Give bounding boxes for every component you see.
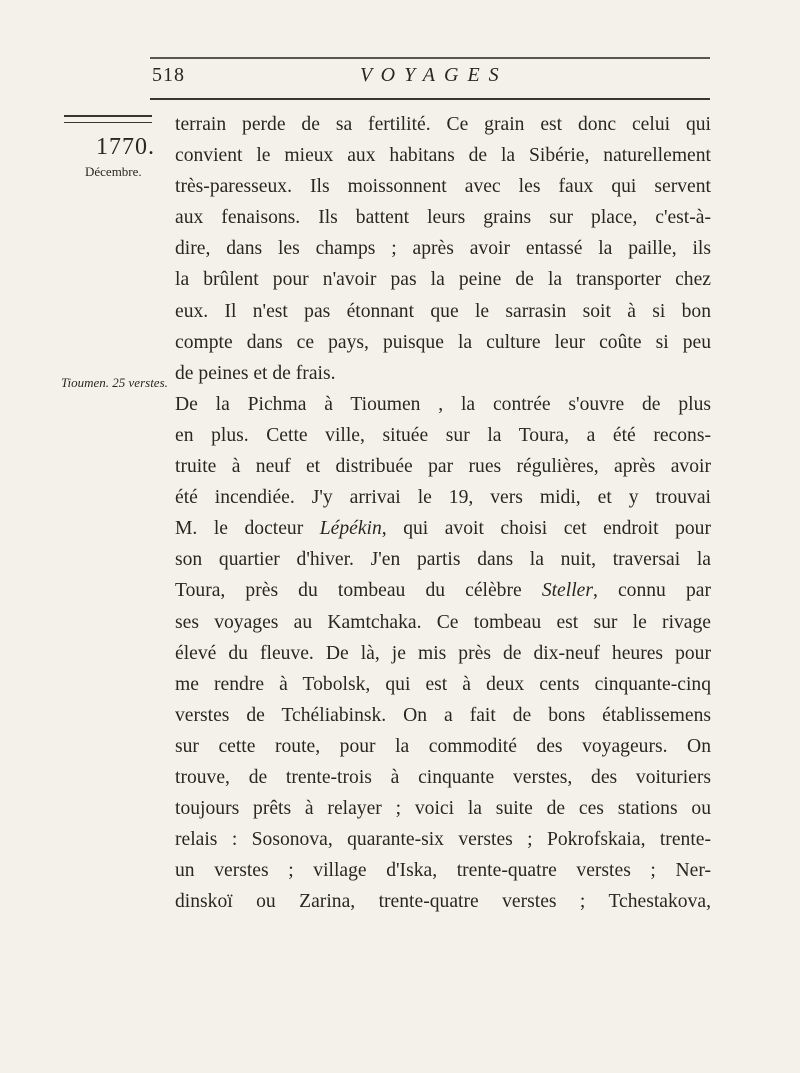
text-line: en plus. Cette ville, située sur la Toura, a été recons- [175, 424, 711, 446]
text-line: un verstes ; village d'Iska, trente-quatre verstes ; Ner- [175, 860, 711, 882]
text-line: toujours prêts à relayer ; voici la suite de ces stations ou [175, 798, 711, 820]
text-line: ses voyages au Kamtchaka. Ce tombeau est sur le rivage [175, 611, 711, 633]
text-line: dinskoï ou Zarina, trente-quatre verstes ; Tchestakova, [175, 891, 711, 913]
header-top-rule [150, 57, 710, 59]
margin-rule [64, 115, 152, 123]
text-segment: Toura, près du tombeau du célèbre [175, 580, 542, 602]
header-rule [150, 98, 710, 100]
text-segment: M. le docteur [175, 518, 320, 540]
text-line: très-paresseux. Ils moissonnent avec les faux qui servent [175, 176, 711, 198]
text-line: eux. Il n'est pas étonnant que le sarrasin soit à si bon [175, 300, 711, 322]
text-line: élevé du fleuve. De là, je mis près de dix-neuf heures pour [175, 642, 711, 664]
page-header [150, 62, 710, 102]
text-line-steller [175, 575, 711, 606]
text-line: sur cette route, pour la commodité des voyageurs. On [175, 735, 711, 757]
text-line: la brûlent pour n'avoir pas la peine de la transporter chez [175, 269, 711, 291]
text-line: son quartier d'hiver. J'en partis dans la nuit, traversai la [175, 549, 711, 571]
text-line: aux fenaisons. Ils battent leurs grains sur place, c'est-à- [175, 207, 711, 229]
text-segment: , connu par [592, 580, 711, 602]
text-line: me rendre à Tobolsk, qui est à deux cents cinquante-cinq [175, 673, 711, 695]
text-line: truite à neuf et distribuée par rues régulières, après avoir [175, 456, 711, 478]
text-line: été incendiée. J'y arrivai le 19, vers midi, et y trouvai [175, 487, 711, 509]
margin-month: Décembre. [85, 164, 142, 179]
text-line: convient le mieux aux habitans de la Sibérie, naturellement [175, 145, 711, 167]
person-name-lepekin: Lépékin [319, 518, 382, 540]
text-line: De la Pichma à Tioumen , la contrée s'ouvre de plus [175, 393, 711, 415]
running-title: VOYAGES [360, 64, 508, 86]
text-line-lepekin [175, 513, 711, 544]
body-text [175, 109, 711, 917]
text-line: trouve, de trente-trois à cinquante verstes, des voituriers [175, 766, 711, 788]
text-line: relais : Sosonova, quarante-six verstes ; Pokrofskaia, trente- [175, 829, 711, 851]
margin-year: 1770. [96, 134, 155, 160]
text-line: dire, dans les champs ; après avoir entassé la paille, ils [175, 238, 711, 260]
margin-note-tioumen: Tioumen. 25 verstes. [61, 375, 168, 390]
text-segment: , qui avoit choisi cet endroit pour [381, 518, 711, 540]
text-line: compte dans ce pays, puisque la culture leur coûte si peu [175, 331, 711, 353]
page-number: 518 [152, 64, 185, 86]
person-name-steller: Steller [541, 580, 593, 602]
text-line: verstes de Tchéliabinsk. On a fait de bons établissemens [175, 704, 711, 726]
text-line: terrain perde de sa fertilité. Ce grain est donc celui qui [175, 114, 711, 135]
text-line: de peines et de frais. [175, 362, 336, 384]
